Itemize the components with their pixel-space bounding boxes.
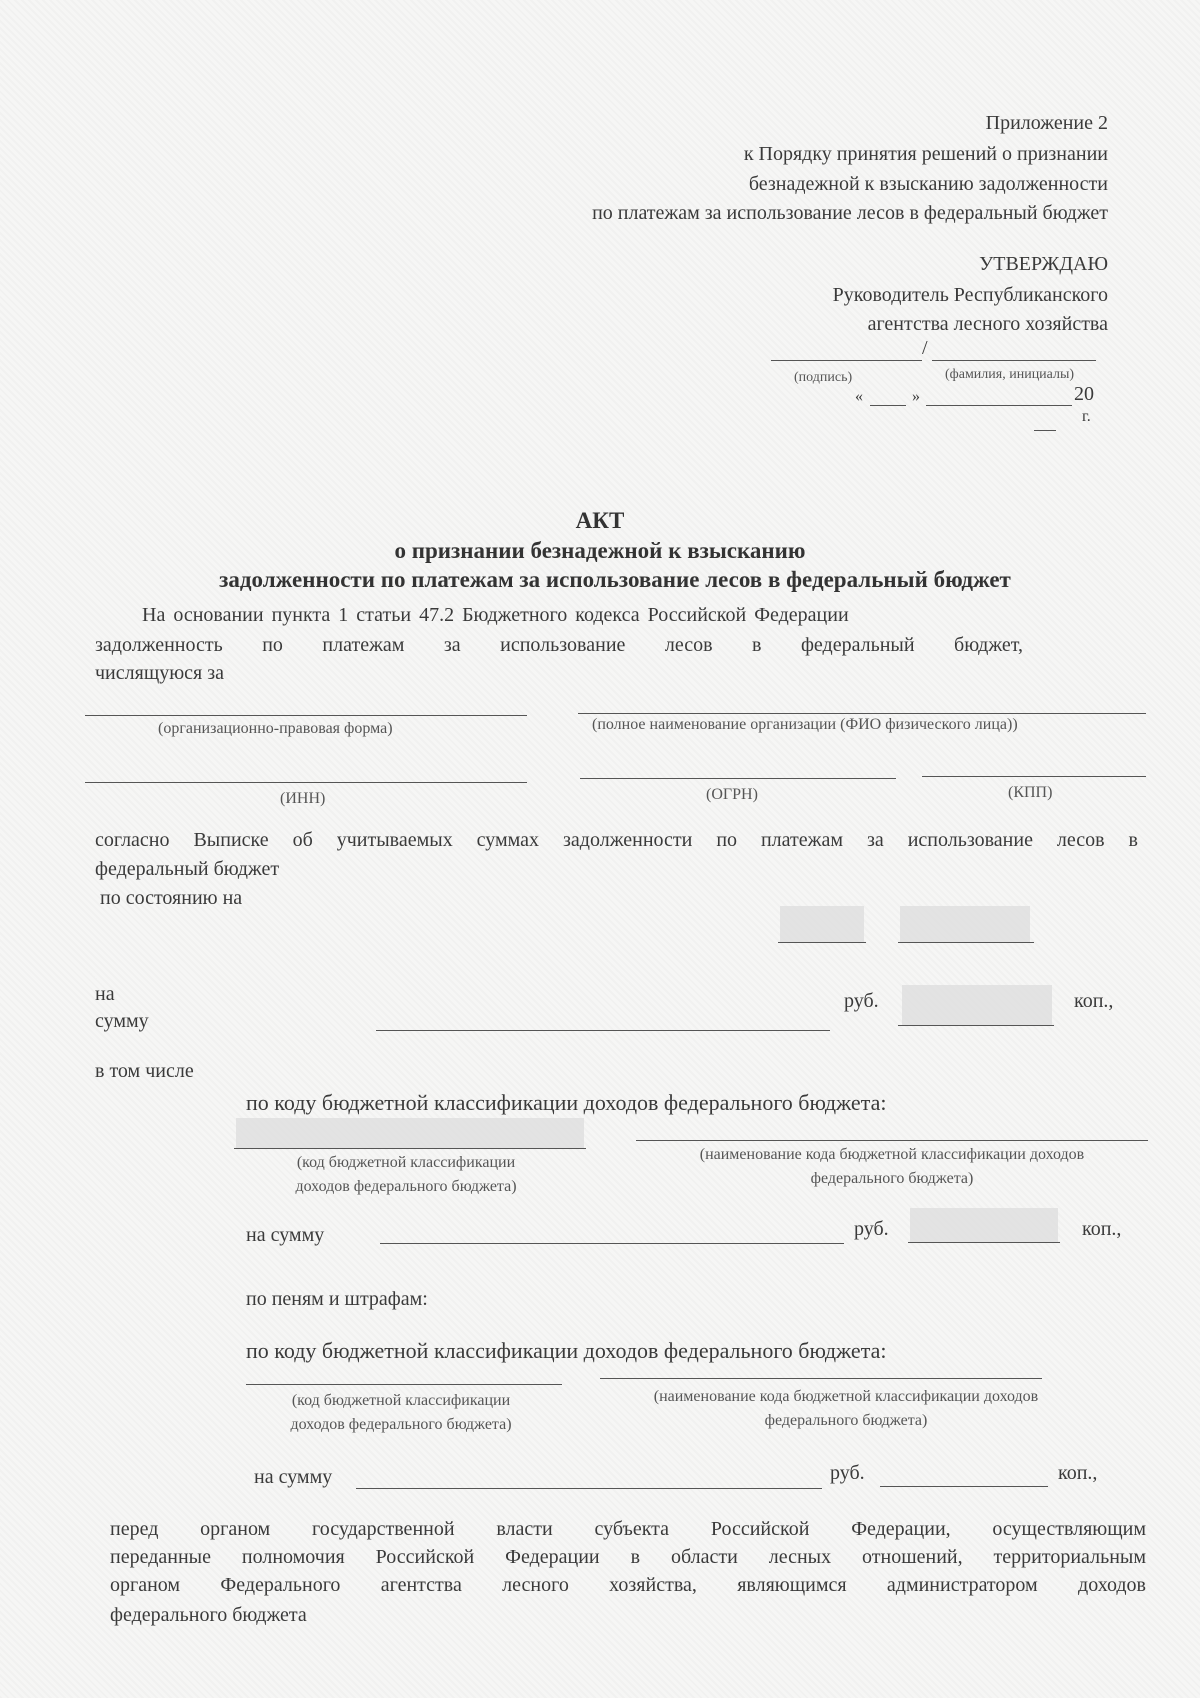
inn-line[interactable] (85, 782, 527, 783)
signature-slash: / (922, 337, 928, 359)
kbk-sum-label-1: на сумму (246, 1224, 325, 1246)
kbk-heading-1: по коду бюджетной классификации доходов федерального бюджета: (246, 1090, 887, 1115)
full-name-caption: (полное наименование организации (ФИО физического лица)) (592, 716, 1018, 733)
sum-label-2: сумму (95, 1010, 149, 1032)
document-title: АКТ (575, 508, 625, 533)
authority-line-4: федерального бюджета (110, 1604, 307, 1626)
kpp-line[interactable] (922, 776, 1146, 777)
kbk-name-caption-1a: (наименование кода бюджетной классификации доходов (699, 1146, 1085, 1163)
total-rub-label: руб. (844, 990, 879, 1012)
inn-caption: (ИНН) (280, 790, 326, 807)
kbk-kop-shade-1 (910, 1208, 1058, 1242)
authority-line-3: органом Федерального агентства лесного хозяйства, являющимся администратором доходов (110, 1574, 1146, 1596)
kbk-rub-line-1[interactable] (380, 1243, 844, 1244)
name-initials-caption: (фамилия, инициалы) (945, 367, 1075, 382)
total-kop-label: коп., (1074, 990, 1114, 1012)
kbk-kop-line-2[interactable] (880, 1486, 1048, 1487)
legal-form-caption: (организационно-правовая форма) (158, 720, 393, 737)
as-of-date-month-shade (900, 906, 1030, 942)
as-of-label: по состоянию на (100, 887, 243, 909)
name-initials-line[interactable] (932, 360, 1096, 361)
authority-line-2: переданные полномочия Российской Федерации в области лесных отношений, территориальным (110, 1546, 1146, 1568)
kbk-rub-label-2: руб. (830, 1462, 865, 1484)
date-day-line[interactable] (870, 405, 906, 406)
approver-position-line-2: агентства лесного хозяйства (867, 313, 1108, 335)
kbk-code-caption-2a: (код бюджетной классификации (291, 1392, 511, 1409)
ogrn-line[interactable] (580, 778, 896, 779)
kbk-kop-label-2: коп., (1058, 1462, 1098, 1484)
authority-line-1: перед органом государственной власти субъекта Российской Федерации, осуществляющим (110, 1518, 1146, 1540)
kbk-heading-2: по коду бюджетной классификации доходов федерального бюджета: (246, 1338, 887, 1363)
kbk-code-line-2[interactable] (246, 1384, 562, 1385)
kbk-code-shade-1 (236, 1118, 584, 1148)
date-year-line[interactable] (1034, 430, 1056, 431)
sum-label-1: на (95, 983, 115, 1005)
date-month-line[interactable] (926, 405, 1072, 406)
including-label: в том числе (95, 1060, 194, 1082)
extract-line-2: федеральный бюджет (95, 858, 280, 880)
basis-line-3: числящуюся за (95, 662, 225, 684)
kbk-code-caption-2b: доходов федерального бюджета) (290, 1416, 512, 1433)
date-quote-close: » (912, 388, 920, 405)
approver-position-line-1: Руководитель Республиканского (832, 284, 1108, 306)
total-rub-line[interactable] (376, 1030, 830, 1031)
basis-line-2: задолженность по платежам за использование лесов в федеральный бюджет, (95, 634, 1023, 656)
order-reference-line-3: по платежам за использование лесов в федеральный бюджет (592, 202, 1108, 224)
kbk-name-caption-1b: федерального бюджета) (810, 1170, 974, 1187)
order-reference-line-1: к Порядку принятия решений о признании (743, 143, 1108, 165)
date-year-suffix: г. (1082, 408, 1091, 425)
date-quote-open: « (855, 388, 863, 405)
as-of-date-month-line[interactable] (898, 942, 1034, 943)
order-reference-line-2: безнадежной к взысканию задолженности (748, 173, 1108, 195)
signature-caption: (подпись) (794, 370, 853, 385)
basis-line-1: На основании пункта 1 статьи 47.2 Бюджетного кодекса Российской Федерации (142, 604, 849, 626)
legal-form-line[interactable] (85, 715, 527, 716)
date-year-prefix: 20 (1074, 383, 1094, 405)
kbk-name-line-1[interactable] (636, 1140, 1148, 1141)
kbk-name-caption-2b: федерального бюджета) (764, 1412, 928, 1429)
total-kop-shade (902, 985, 1052, 1025)
kbk-code-caption-1a: (код бюджетной классификации (296, 1154, 516, 1171)
extract-line-1: согласно Выписке об учитываемых суммах задолженности по платежам за использование лесов в (95, 829, 1138, 851)
ogrn-caption: (ОГРН) (706, 786, 758, 803)
kbk-kop-line-1[interactable] (908, 1242, 1060, 1243)
kbk-code-line-1[interactable] (234, 1148, 586, 1149)
kbk-sum-label-2: на сумму (254, 1466, 333, 1488)
as-of-date-day-line[interactable] (778, 942, 866, 943)
kbk-rub-label-1: руб. (854, 1218, 889, 1240)
appendix-number: Приложение 2 (985, 112, 1108, 134)
document-subtitle-line-1: о признании безнадежной к взысканию (394, 538, 806, 563)
kbk-kop-label-1: коп., (1082, 1218, 1122, 1240)
kbk-name-line-2[interactable] (600, 1378, 1042, 1379)
total-kop-line[interactable] (898, 1025, 1054, 1026)
kbk-rub-line-2[interactable] (356, 1488, 822, 1489)
penalties-label: по пеням и штрафам: (246, 1288, 428, 1310)
full-name-line[interactable] (578, 713, 1146, 714)
document-subtitle-line-2: задолженности по платежам за использование лесов в федеральный бюджет (219, 567, 1011, 592)
as-of-date-day-shade (780, 906, 864, 942)
kpp-caption: (КПП) (1008, 784, 1053, 801)
signature-line[interactable] (771, 360, 922, 361)
kbk-name-caption-2a: (наименование кода бюджетной классификации доходов (653, 1388, 1039, 1405)
kbk-code-caption-1b: доходов федерального бюджета) (295, 1178, 517, 1195)
approve-heading: УТВЕРЖДАЮ (979, 253, 1108, 275)
